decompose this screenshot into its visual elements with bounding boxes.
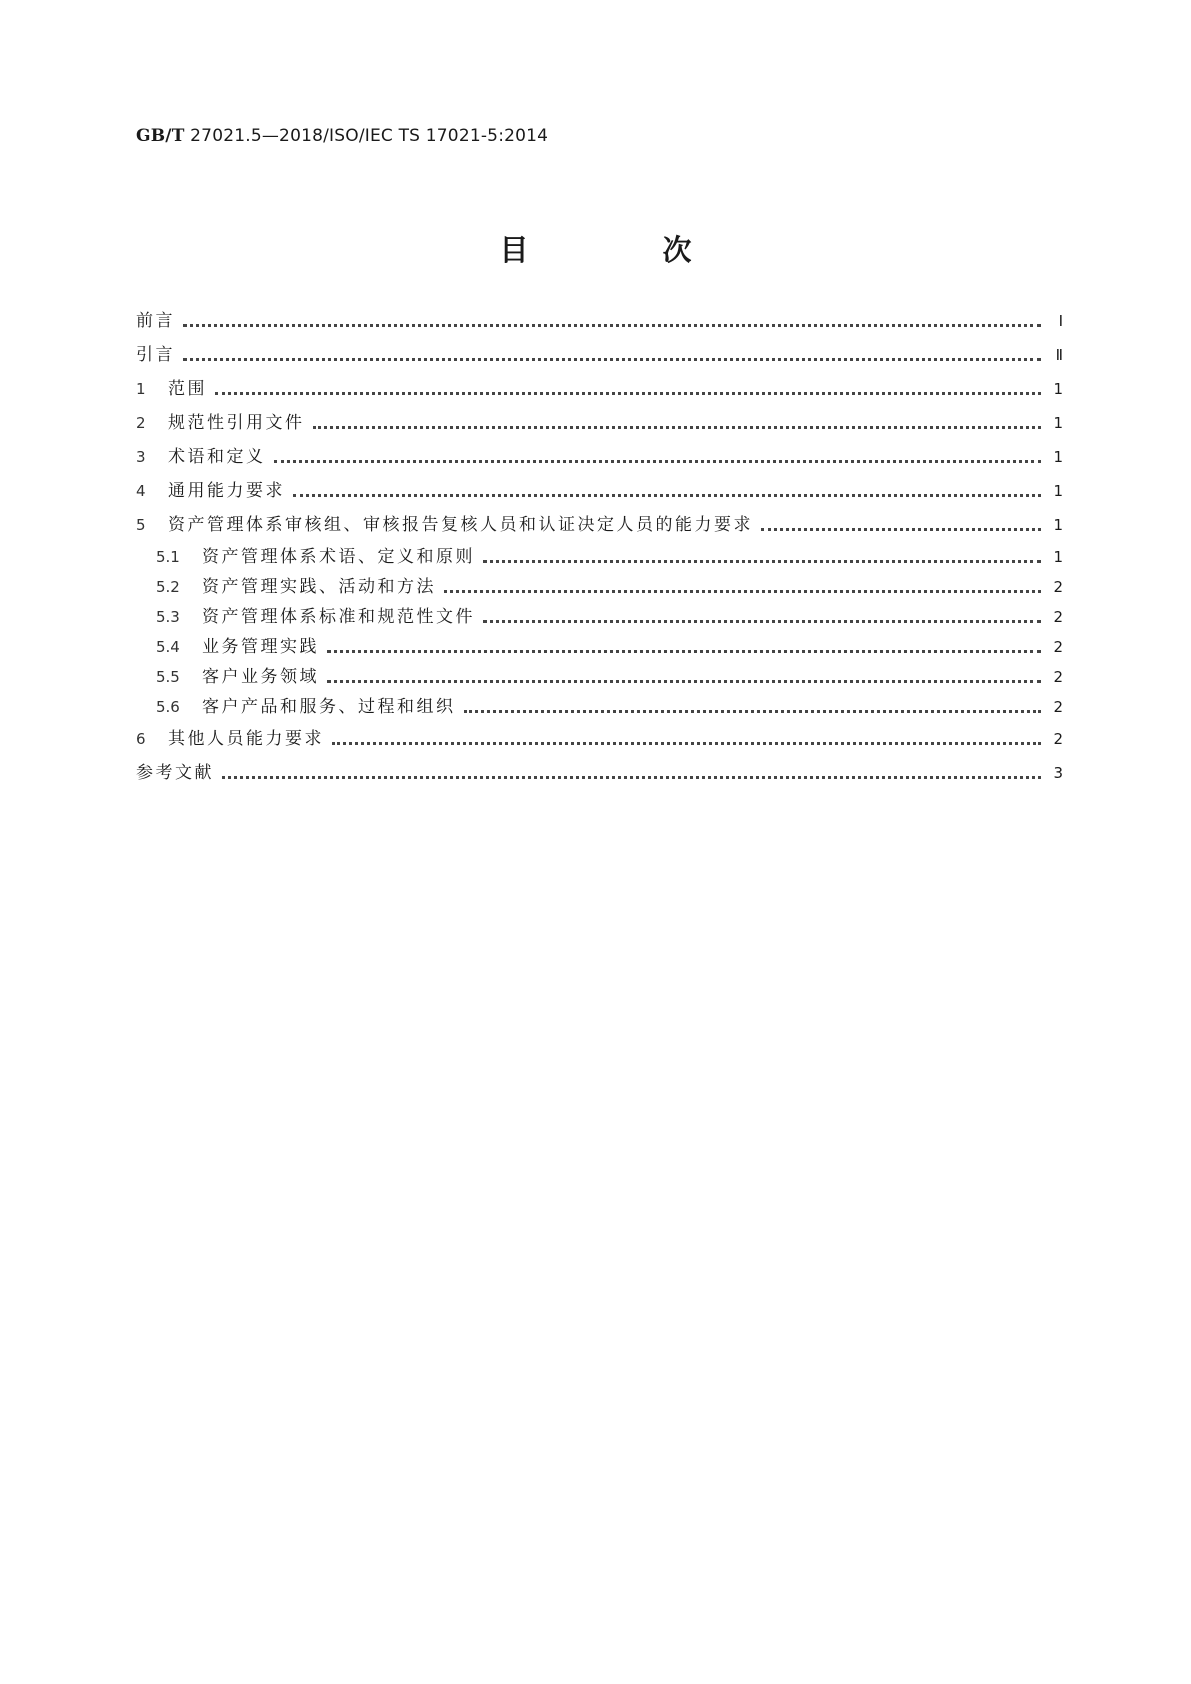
toc-entry-6[interactable] — [136, 724, 1063, 750]
toc-leader — [483, 546, 1041, 563]
standard-header — [136, 126, 548, 146]
toc-entry-page: 1 — [1053, 516, 1063, 534]
toc-entry-5[interactable] — [136, 510, 1063, 536]
toc-leader — [761, 514, 1041, 531]
toc-entry-5-3[interactable] — [156, 602, 1063, 628]
toc-entry-page: 1 — [1053, 380, 1063, 398]
toc-entry-page: 2 — [1053, 698, 1063, 716]
toc-leader — [274, 446, 1042, 463]
toc-entry-label: 前言 — [136, 311, 175, 331]
toc-entry-number: 5.4 — [156, 638, 180, 656]
toc-leader — [215, 378, 1041, 395]
toc-entry-number: 5.2 — [156, 578, 180, 596]
toc-entry-number: 6 — [136, 730, 146, 748]
toc-entry-foreword[interactable] — [136, 306, 1063, 332]
toc-entry-page: 1 — [1053, 548, 1063, 566]
toc-entry-label: 规范性引用文件 — [168, 413, 305, 433]
toc-entry-page: 1 — [1053, 414, 1063, 432]
toc-entry-5-1[interactable] — [156, 542, 1063, 568]
toc-entry-label: 参考文献 — [136, 763, 214, 783]
toc-entry-bibliography[interactable] — [136, 758, 1063, 784]
toc-leader — [293, 480, 1041, 497]
toc-entry-page: 2 — [1053, 638, 1063, 656]
toc-entry-label: 资产管理体系标准和规范性文件 — [202, 607, 475, 627]
toc-title: 目 次 — [499, 233, 754, 267]
toc-entry-introduction[interactable] — [136, 340, 1063, 366]
toc-entry-2[interactable] — [136, 408, 1063, 434]
toc-entry-5-4[interactable] — [156, 632, 1063, 658]
toc-entry-label: 通用能力要求 — [168, 481, 285, 501]
toc-entry-page: 2 — [1053, 730, 1063, 748]
toc-entry-3[interactable] — [136, 442, 1063, 468]
toc-entry-number: 4 — [136, 482, 146, 500]
standard-number: 27021.5—2018/ISO/IEC TS 17021-5:2014 — [190, 126, 549, 146]
toc-entry-label: 客户产品和服务、过程和组织 — [202, 697, 456, 717]
toc-leader — [327, 636, 1041, 653]
toc-entry-page: 1 — [1053, 448, 1063, 466]
standard-code: GB/T — [136, 126, 185, 146]
toc-entry-label: 范围 — [168, 379, 207, 399]
toc-entry-number: 1 — [136, 380, 146, 398]
toc-entry-number: 5.3 — [156, 608, 180, 626]
toc-entry-1[interactable] — [136, 374, 1063, 400]
toc-entry-page: Ⅱ — [1055, 346, 1063, 364]
toc-leader — [313, 412, 1042, 429]
toc-entry-number: 3 — [136, 448, 146, 466]
toc-entry-label: 客户业务领域 — [202, 667, 319, 687]
toc-entry-number: 5.5 — [156, 668, 180, 686]
toc-entry-page: 2 — [1053, 668, 1063, 686]
toc-entry-number: 5.6 — [156, 698, 180, 716]
toc-entry-label: 资产管理体系术语、定义和原则 — [202, 547, 475, 567]
toc-leader — [183, 344, 1041, 361]
toc-entry-label: 资产管理体系审核组、审核报告复核人员和认证决定人员的能力要求 — [168, 515, 753, 535]
toc-leader — [332, 728, 1041, 745]
toc-entry-page: 3 — [1053, 764, 1063, 782]
toc-leader — [327, 666, 1041, 683]
toc-leader — [464, 696, 1042, 713]
toc-entry-label: 引言 — [136, 345, 175, 365]
toc-entry-5-6[interactable] — [156, 692, 1063, 718]
toc-entry-label: 业务管理实践 — [202, 637, 319, 657]
toc-entry-label: 资产管理实践、活动和方法 — [202, 577, 436, 597]
toc-entry-page: 2 — [1053, 608, 1063, 626]
toc-entry-page: 1 — [1053, 482, 1063, 500]
toc-entry-label: 其他人员能力要求 — [168, 729, 324, 749]
toc-entry-4[interactable] — [136, 476, 1063, 502]
toc-leader — [444, 576, 1041, 593]
toc-entry-page: Ⅰ — [1058, 312, 1063, 330]
toc-entry-page: 2 — [1053, 578, 1063, 596]
toc-entry-number: 5 — [136, 516, 146, 534]
toc-entry-label: 术语和定义 — [168, 447, 266, 467]
toc-leader — [183, 310, 1041, 327]
toc-entry-number: 5.1 — [156, 548, 180, 566]
toc-entry-5-2[interactable] — [156, 572, 1063, 598]
toc-leader — [222, 762, 1041, 779]
toc-entry-5-5[interactable] — [156, 662, 1063, 688]
toc-leader — [483, 606, 1041, 623]
toc-entry-number: 2 — [136, 414, 146, 432]
